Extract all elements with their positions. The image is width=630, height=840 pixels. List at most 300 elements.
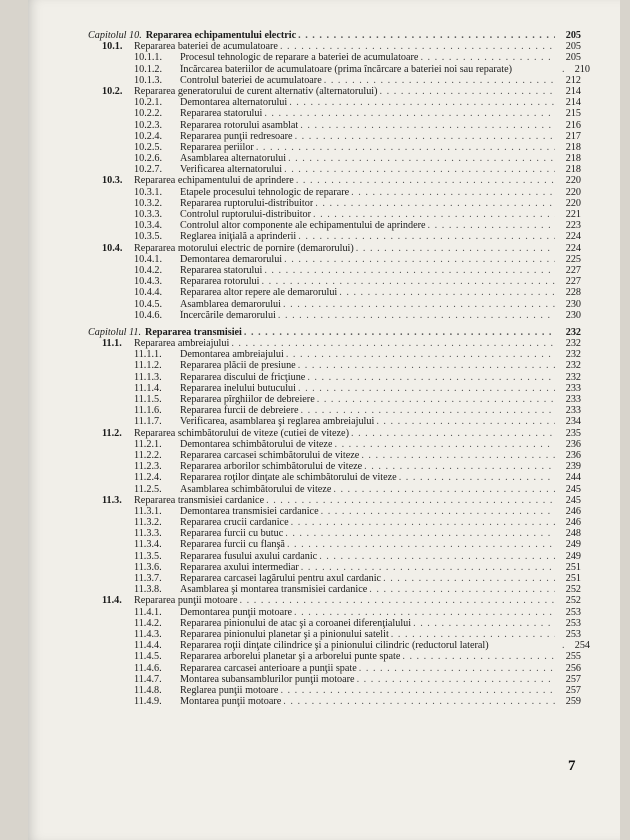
dot-leader — [259, 276, 555, 287]
entry-page: 234 — [565, 416, 581, 428]
entry-number: 11.4.8. — [134, 684, 162, 696]
entry-number: 10.2.2. — [134, 108, 163, 120]
entry-title: Demontarea transmisiei cardanice — [180, 505, 319, 517]
entry-page: 224 — [565, 231, 581, 243]
toc-sub-entry — [88, 108, 581, 119]
entry-title: Repararea punţii redresoare — [180, 130, 293, 142]
entry-page: 259 — [565, 696, 581, 708]
entry-page: 235 — [565, 427, 581, 439]
dot-leader — [286, 153, 555, 164]
entry-number: 10.1.3. — [134, 74, 163, 86]
entry-page: 224 — [565, 242, 581, 254]
entry-page: 252 — [565, 595, 581, 607]
entry-number: Capitolul 10. — [88, 30, 142, 41]
dot-leader — [284, 349, 555, 360]
entry-title: Controlul altor componente ale echipamentului de aprindere — [180, 220, 426, 232]
dot-leader — [238, 595, 555, 606]
dot-leader — [296, 383, 555, 394]
toc-sub-entry — [88, 573, 581, 584]
entry-number: 10.4.1. — [134, 253, 163, 265]
toc-sub-entry — [88, 63, 590, 75]
entry-page: 257 — [565, 673, 581, 685]
dot-leader — [359, 450, 555, 461]
entry-number: 11.1.6. — [134, 405, 162, 417]
dot-leader — [311, 209, 555, 220]
dot-leader — [299, 405, 556, 416]
entry-title: Asamblarea demarorului — [180, 298, 281, 310]
dot-leader — [298, 120, 555, 131]
entry-number: 10.3.2. — [134, 197, 163, 209]
toc-sub-entry — [88, 75, 581, 86]
entry-title: Repararea transmisiei — [145, 326, 242, 338]
toc-sub-entry — [88, 220, 581, 231]
dot-leader — [254, 142, 555, 153]
entry-title: Controlul bateriei de acumulatoare — [180, 74, 322, 86]
entry-page: 218 — [565, 164, 581, 176]
entry-number: 11.1. — [102, 338, 122, 350]
entry-number: 11.1.7. — [134, 416, 162, 428]
entry-title: Încărcarea bateriilor de acumulatoare (prima încărcare a bateriei noi sau reparate) — [180, 63, 513, 75]
entry-number: 10.4.2. — [134, 264, 163, 276]
entry-title: Repararea carcasei anterioare a punţii spate — [180, 662, 357, 674]
dot-leader — [381, 573, 555, 584]
entry-number: 10.3.1. — [134, 186, 163, 198]
dot-leader — [293, 131, 555, 142]
entry-title: Încercările demarorului — [180, 309, 276, 321]
entry-page: 232 — [565, 360, 581, 372]
entry-title: Repararea roţilor dinţate ale schimbătorului de viteze — [180, 472, 397, 484]
entry-page: 255 — [565, 651, 581, 663]
dot-leader — [362, 461, 555, 472]
toc-sub-entry — [88, 405, 581, 416]
entry-page: 232 — [565, 338, 581, 350]
entry-number: 10.4. — [102, 242, 123, 254]
entry-number: 10.3.3. — [134, 209, 163, 221]
entry-title: Repararea ruptorului-distribuitor — [180, 197, 314, 209]
dot-leader — [337, 287, 555, 298]
toc-sub-entry — [88, 506, 581, 517]
entry-title: Repararea axului intermediar — [180, 561, 299, 573]
entry-number: 11.3.2. — [134, 517, 162, 529]
dot-leader — [294, 175, 555, 186]
entry-number: 10.2. — [102, 85, 123, 97]
entry-title: Repararea carcasei lagărului pentru axul cardanic — [180, 573, 382, 585]
entry-number: 11.4.1. — [134, 606, 162, 618]
toc-sub-entry — [88, 618, 581, 629]
entry-title: Controlul ruptorului-distribuitor — [180, 209, 312, 221]
entry-number: 11.3. — [102, 494, 122, 506]
dot-leader — [355, 674, 555, 685]
toc-sub-entry — [88, 539, 581, 550]
entry-number: 11.4.5. — [134, 651, 162, 663]
entry-page: 245 — [565, 494, 581, 506]
entry-number: 10.2.4. — [134, 130, 163, 142]
toc-sub-entry — [88, 674, 581, 685]
entry-number: 11.3.1. — [134, 505, 162, 517]
dot-leader — [319, 506, 555, 517]
toc-sub-entry — [88, 360, 581, 371]
entry-number: 11.3.5. — [134, 550, 162, 562]
entry-title: Demontarea demarorului — [180, 253, 283, 265]
dot-leader — [426, 220, 555, 231]
entry-title: Repararea inelului butucului — [180, 382, 296, 394]
toc-chapter-entry — [88, 327, 581, 338]
dot-leader — [354, 243, 555, 254]
dot-leader — [229, 338, 555, 349]
dot-leader — [374, 416, 555, 427]
entry-title: Repararea periilor — [180, 141, 254, 153]
toc-sub-entry — [88, 231, 581, 242]
entry-title: Repararea punţii motoare — [134, 595, 238, 607]
entry-title: Asamblarea şi montarea transmisiei cardanice — [180, 584, 368, 596]
dot-leader — [411, 618, 555, 629]
entry-page: 244 — [565, 472, 581, 484]
entry-title: Repararea furcii cu butuc — [180, 528, 284, 540]
toc-sub-entry — [88, 562, 581, 573]
toc-sub-entry — [88, 97, 581, 108]
entry-title: Montarea subansamblurilor punţii motoare — [180, 673, 355, 685]
dot-leader — [349, 428, 555, 439]
dot-leader — [305, 372, 555, 383]
toc-sub-entry — [88, 153, 581, 164]
toc-sub-entry — [88, 120, 581, 131]
entry-page: 223 — [565, 220, 581, 232]
dot-leader — [400, 651, 555, 662]
toc-sub-entry — [88, 640, 590, 652]
entry-title: Repararea schimbătorului de viteze (cutiei de viteze) — [134, 427, 349, 439]
dot-leader — [296, 231, 555, 242]
entry-number: 10.2.7. — [134, 164, 163, 176]
dot-leader — [378, 86, 555, 97]
entry-number: 11.2.1. — [134, 438, 162, 450]
entry-title: Repararea statorului — [180, 108, 263, 120]
entry-page: 253 — [565, 617, 581, 629]
entry-number: 11.1.2. — [134, 360, 162, 372]
dot-leader — [389, 629, 555, 640]
dot-leader — [262, 108, 555, 119]
entry-page: 220 — [565, 197, 581, 209]
entry-title: Repararea furcii de debreiere — [180, 405, 299, 417]
entry-title: Repararea arborilor schimbătorului de viteze — [180, 461, 363, 473]
dot-leader — [299, 562, 555, 573]
entry-page: 216 — [565, 119, 581, 131]
dot-leader — [281, 696, 555, 707]
entry-page: 254 — [574, 640, 590, 652]
entry-title: Repararea ambreiajului — [134, 338, 230, 350]
entry-number: 10.2.6. — [134, 153, 163, 165]
toc-section-entry — [88, 243, 581, 254]
entry-page: 246 — [565, 505, 581, 517]
toc-section-entry — [88, 428, 581, 439]
dot-leader — [283, 528, 555, 539]
entry-page: 230 — [565, 309, 581, 321]
entry-page: 232 — [565, 326, 581, 338]
entry-number: 11.4.2. — [134, 617, 162, 629]
entry-number: 10.1.2. — [134, 63, 163, 75]
toc-section-entry — [88, 86, 581, 97]
entry-title: Repararea discului de fricţiune — [180, 371, 306, 383]
entry-page: 253 — [565, 606, 581, 618]
entry-page: 232 — [565, 349, 581, 361]
toc-sub-entry — [88, 131, 581, 142]
entry-page: 214 — [565, 97, 581, 109]
entry-page: 233 — [565, 382, 581, 394]
entry-title: Repararea transmisiei cardanice — [134, 494, 265, 506]
toc-sub-entry — [88, 461, 581, 472]
entry-title: Repararea pîrghiilor de debreiere — [180, 394, 315, 406]
dot-leader — [397, 472, 555, 483]
dot-leader — [332, 439, 555, 450]
entry-page: 232 — [565, 371, 581, 383]
entry-title: Repararea bateriei de acumulatoare — [134, 41, 278, 53]
entry-title: Repararea pinionului de atac şi a coroanei diferenţialului — [180, 617, 412, 629]
toc-sub-entry — [88, 472, 581, 483]
dot-leader — [317, 551, 555, 562]
toc-sub-entry — [88, 349, 581, 360]
dot-leader — [242, 327, 555, 338]
entry-number: 10.3. — [102, 175, 123, 187]
toc-sub-entry — [88, 607, 581, 618]
entry-page: 245 — [565, 483, 581, 495]
entry-number: 11.2.5. — [134, 483, 162, 495]
entry-number: 11.4. — [102, 595, 122, 607]
dot-leader — [285, 539, 555, 550]
entry-page: 248 — [565, 528, 581, 540]
entry-number: 11.4.4. — [134, 640, 162, 652]
toc-sub-entry — [88, 416, 581, 427]
toc-sub-entry — [88, 394, 581, 405]
entry-page: 249 — [565, 539, 581, 551]
entry-title: Repararea statorului — [180, 264, 263, 276]
toc-section-entry — [88, 175, 581, 186]
dot-leader — [281, 299, 555, 310]
entry-page: 251 — [565, 561, 581, 573]
page-number: 7 — [568, 758, 576, 774]
entry-number: 11.4.7. — [134, 673, 162, 685]
entry-title: Etapele procesului tehnologic de reparare — [180, 186, 350, 198]
dot-leader — [296, 360, 555, 371]
entry-page: 252 — [565, 584, 581, 596]
entry-title: Verificarea, asamblarea şi reglarea ambreiajului — [180, 416, 375, 428]
toc-section-entry — [88, 41, 581, 52]
entry-page: 251 — [565, 573, 581, 585]
toc-sub-entry — [88, 696, 581, 707]
entry-number: 10.4.3. — [134, 276, 163, 288]
toc-section-entry — [88, 495, 581, 506]
toc-sub-entry — [88, 265, 581, 276]
toc-sub-entry — [88, 663, 581, 674]
entry-number: 11.2.4. — [134, 472, 162, 484]
toc-chapter-entry — [88, 30, 581, 41]
dot-leader — [315, 394, 555, 405]
entry-number: 11.2. — [102, 427, 122, 439]
entry-number: 11.3.7. — [134, 573, 162, 585]
toc-sub-entry — [88, 517, 581, 528]
dot-leader — [289, 517, 555, 528]
dot-leader — [282, 164, 555, 175]
toc-sub-entry — [88, 209, 581, 220]
toc-sub-entry — [88, 439, 581, 450]
entry-page: 205 — [565, 41, 581, 53]
entry-title: Repararea pinionului planetar şi a pinionului satelit — [180, 628, 389, 640]
dot-leader — [357, 663, 555, 674]
entry-number: Capitolul 11. — [88, 326, 142, 338]
entry-number: 11.3.8. — [134, 584, 162, 596]
entry-page: 239 — [565, 461, 581, 473]
entry-page: 253 — [565, 628, 581, 640]
entry-page: 230 — [565, 298, 581, 310]
entry-page: 227 — [565, 264, 581, 276]
dot-leader — [264, 495, 555, 506]
entry-page: 205 — [565, 52, 581, 64]
entry-page: 236 — [565, 438, 581, 450]
dot-leader — [331, 484, 555, 495]
entry-title: Repararea roţii dinţate cilindrice şi a pinionului cilindric (reductorul lateral) — [180, 640, 489, 652]
entry-title: Repararea altor repere ale demarorului — [180, 287, 338, 299]
entry-number: 10.4.5. — [134, 298, 163, 310]
toc-sub-entry — [88, 629, 581, 640]
entry-title: Repararea echipamentului electric — [145, 30, 297, 41]
entry-page: 212 — [565, 74, 581, 86]
toc-sub-entry — [88, 685, 581, 696]
entry-number: 11.3.3. — [134, 528, 162, 540]
entry-title: Repararea rotorului asamblat — [180, 119, 299, 131]
toc-sub-entry — [88, 372, 581, 383]
entry-title: Reglarea iniţială a aprinderii — [180, 231, 297, 243]
entry-page: 218 — [565, 153, 581, 165]
entry-title: Procesul tehnologic de reparare a bateriei de acumulatoare — [180, 52, 419, 64]
toc-sub-entry — [88, 450, 581, 461]
entry-number: 11.1.3. — [134, 371, 162, 383]
toc-sub-entry — [88, 187, 581, 198]
toc-sub-entry — [88, 52, 581, 63]
toc-sub-entry — [88, 651, 581, 662]
entry-number: 11.4.9. — [134, 696, 162, 708]
entry-number: 10.2.5. — [134, 141, 163, 153]
entry-title: Repararea carcasei schimbătorului de viteze — [180, 449, 360, 461]
entry-page: 205 — [565, 30, 581, 41]
toc-sub-entry — [88, 276, 581, 287]
entry-number: 10.3.5. — [134, 231, 163, 243]
entry-title: Repararea crucii cardanice — [180, 517, 289, 529]
entry-page: 218 — [565, 141, 581, 153]
book-page — [28, 0, 620, 840]
toc-section-entry — [88, 338, 581, 349]
dot-leader — [349, 187, 555, 198]
entry-number: 10.4.6. — [134, 309, 163, 321]
toc-sub-entry — [88, 528, 581, 539]
entry-number: 10.2.1. — [134, 97, 163, 109]
entry-number: 10.4.4. — [134, 287, 163, 299]
toc-sub-entry — [88, 254, 581, 265]
entry-title: Montarea punţii motoare — [180, 696, 282, 708]
dot-leader — [278, 685, 555, 696]
dot-leader — [287, 97, 555, 108]
entry-title: Repararea echipamentului de aprindere — [134, 175, 294, 187]
toc-sub-entry — [88, 287, 581, 298]
entry-page: 246 — [565, 517, 581, 529]
table-of-contents — [88, 30, 590, 708]
entry-number: 10.2.3. — [134, 119, 163, 131]
entry-page: 220 — [565, 175, 581, 187]
entry-number: 11.1.1. — [134, 349, 162, 361]
toc-sub-entry — [88, 551, 581, 562]
entry-page: 210 — [574, 63, 590, 75]
entry-page: 215 — [565, 108, 581, 120]
dot-leader — [322, 75, 555, 86]
toc-sub-entry — [88, 142, 581, 153]
entry-title: Demontarea alternatorului — [180, 97, 288, 109]
entry-title: Repararea arborelui planetar şi a arborelui punte spate — [180, 651, 401, 663]
toc-sub-entry — [88, 584, 581, 595]
entry-page: 257 — [565, 684, 581, 696]
dot-leader — [282, 254, 555, 265]
entry-title: Demontarea punţii motoare — [180, 606, 293, 618]
entry-page: 256 — [565, 662, 581, 674]
toc-sub-entry — [88, 299, 581, 310]
entry-page: 220 — [565, 186, 581, 198]
dot-leader — [296, 30, 555, 41]
entry-title: Repararea fusului axului cardanic — [180, 550, 318, 562]
toc-sub-entry — [88, 484, 581, 495]
entry-number: 10.1.1. — [134, 52, 163, 64]
entry-title: Asamblarea alternatorului — [180, 153, 287, 165]
entry-number: 11.4.6. — [134, 662, 162, 674]
entry-page: 214 — [565, 85, 581, 97]
entry-title: Reglarea punţii motoare — [180, 684, 279, 696]
entry-title: Repararea plăcii de presiune — [180, 360, 296, 372]
dot-leader — [276, 310, 555, 321]
entry-title: Verificarea alternatorului — [180, 164, 283, 176]
dot-leader — [262, 265, 555, 276]
dot-leader — [278, 41, 555, 52]
dot-leader — [367, 584, 555, 595]
entry-number: 10.1. — [102, 41, 123, 53]
entry-page: 233 — [565, 405, 581, 417]
entry-number: 11.1.4. — [134, 382, 162, 394]
dot-leader — [418, 52, 555, 63]
entry-title: Repararea motorului electric de pornire (demarorului) — [134, 242, 354, 254]
entry-number: 11.3.4. — [134, 539, 162, 551]
entry-number: 11.1.5. — [134, 394, 162, 406]
toc-sub-entry — [88, 198, 581, 209]
entry-title: Repararea generatorului de curent alternativ (alternatorului) — [134, 85, 378, 97]
entry-page: 228 — [565, 287, 581, 299]
entry-title: Repararea furcii cu flanşă — [180, 539, 285, 551]
entry-title: Demontarea ambreiajului — [180, 349, 284, 361]
toc-sub-entry — [88, 310, 581, 321]
dot-leader — [292, 607, 555, 618]
entry-title: Demontarea schimbătorului de viteze — [180, 438, 333, 450]
entry-number: 10.3.4. — [134, 220, 163, 232]
entry-page: 233 — [565, 394, 581, 406]
dot-leader — [313, 198, 555, 209]
entry-page: 249 — [565, 550, 581, 562]
entry-title: Asamblarea schimbătorului de viteze — [180, 483, 332, 495]
entry-number: 11.2.3. — [134, 461, 162, 473]
toc-section-entry — [88, 595, 581, 606]
toc-sub-entry — [88, 164, 581, 175]
entry-number: 11.2.2. — [134, 449, 162, 461]
entry-title: Repararea rotorului — [180, 276, 260, 288]
entry-number: 11.3.6. — [134, 561, 162, 573]
toc-sub-entry — [88, 383, 581, 394]
entry-page: 236 — [565, 449, 581, 461]
entry-number: 11.4.3. — [134, 628, 162, 640]
entry-page: 225 — [565, 253, 581, 265]
entry-page: 221 — [565, 209, 581, 221]
entry-page: 227 — [565, 276, 581, 288]
